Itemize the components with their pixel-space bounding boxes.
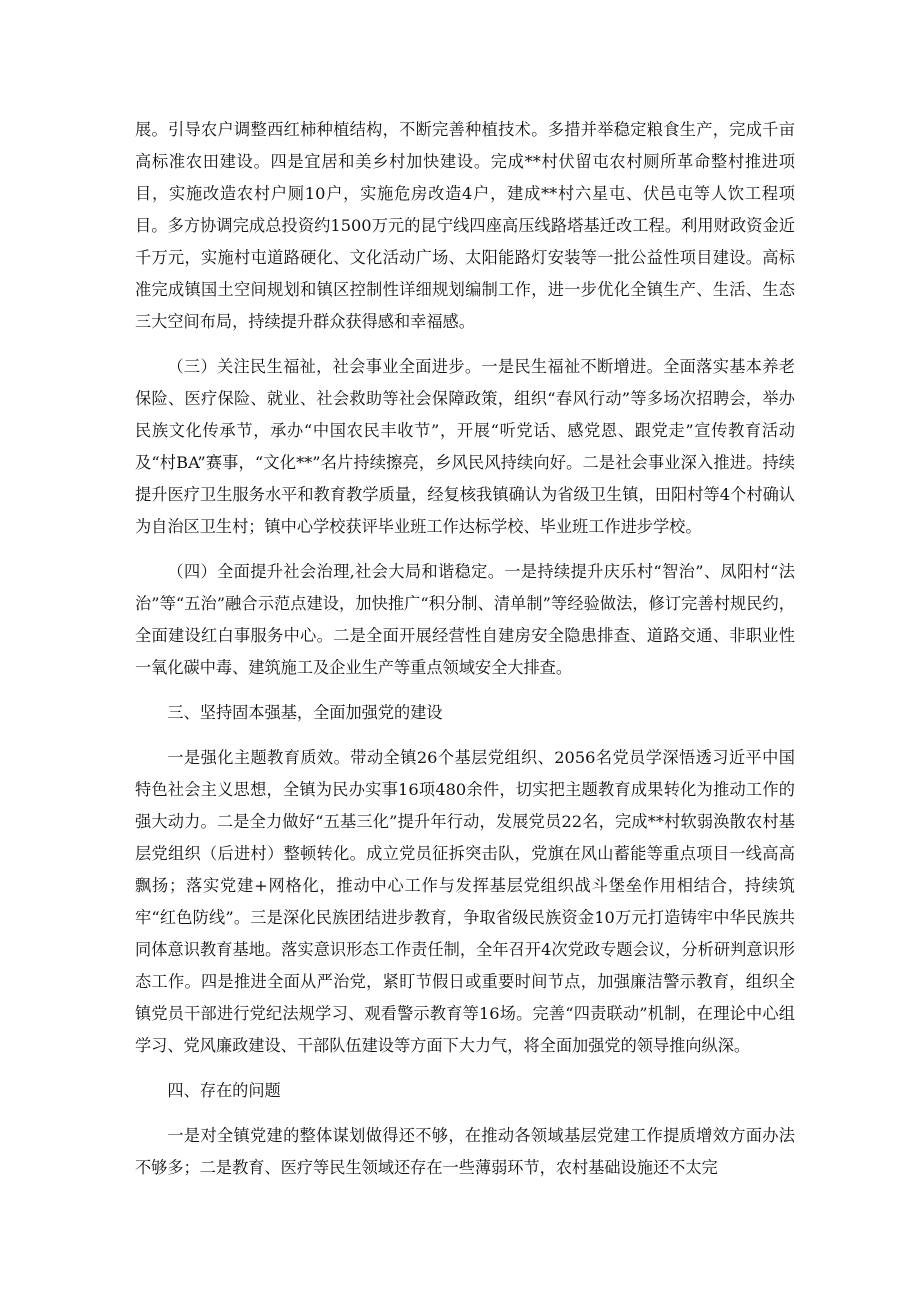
paragraph-rural-construction: 展。引导农户调整西红柿种植结构，不断完善种植技术。多措并举稳定粮食生产，完成千亩高标准农田建设。四是宜居和美乡村加快建设。完成**村伏留屯农村厕所革命整村推进项目，实施改造农村户厕10户，实施危房改造4户，建成**村六星屯、伏邑屯等人饮工程项目。多方协调完成总投资约1500万元的昆宁线四座高压线路塔基迁改工程。利用财政资金近千万元，实施村屯道路硬化、文化活动广场、太阳能路灯安装等一批公益性项目建设。高标准完成镇国土空间规划和镇区控制性详细规划编制工作，进一步优化全镇生产、生活、生态三大空间布局，持续提升群众获得感和幸福感。 [135, 120, 795, 331]
paragraph-social-governance: （四）全面提升社会治理,社会大局和谐稳定。一是持续提升庆乐村“智治”、凤阳村“法治”等“五治”融合示范点建设，加快推广“积分制、清单制”等经验做法，修订完善村规民约，全面建设红白事服务中心。二是全面开展经营性自建房安全隐患排查、道路交通、非职业性一氧化碳中毒、建筑施工及企业生产等重点领域安全大排查。 [135, 562, 795, 677]
paragraph-livelihood: （三）关注民生福祉，社会事业全面进步。一是民生福祉不断增进。全面落实基本养老保险、医疗保险、就业、社会救助等社会保障政策，组织“春风行动”等多场次招聘会，举办民族文化传承节，承办“中国农民丰收节”，开展“听党话、感党恩、跟党走”宣传教育活动及“村BA”赛事，“文化**”名片持续擦亮，乡风民风持续向好。二是社会事业深入推进。持续提升医疗卫生服务水平和教育教学质量，经复核我镇确认为省级卫生镇，田阳村等4个村确认为自治区卫生村；镇中心学校获评毕业班工作达标学校、毕业班工作进步学校。 [135, 357, 795, 536]
document-body [135, 114, 795, 1184]
section-heading-problems: 四、存在的问题 [167, 1081, 281, 1100]
paragraph-party-building: 一是强化主题教育质效。带动全镇26个基层党组织、2056名党员学深悟透习近平中国特色社会主义思想，全镇为民办实事16项480余件，切实把主题教育成果转化为推动工作的强大动力。二是全力做好“五基三化”提升年行动，发展党员22名，完成**村软弱涣散农村基层党组织（后进村）整顿转化。成立党员征拆突击队，党旗在风山蓄能等重点项目一线高高飘扬；落实党建+网格化，推动中心工作与发挥基层党组织战斗堡垒作用相结合，持续筑牢“红色防线”。三是深化民族团结进步教育，争取省级民族资金10万元打造铸牢中华民族共同体意识教育基地。落实意识形态工作责任制，全年召开4次党政专题会议，分析研判意识形态工作。四是推进全面从严治党，紧盯节假日或重要时间节点，加强廉洁警示教育，组织全镇党员干部进行党纪法规学习、观看警示教育等16场。完善“四责联动”机制，在理论中心组学习、党风廉政建设、干部队伍建设等方面下大力气，将全面加强党的领导推向纵深。 [135, 748, 795, 1055]
paragraph-problems: 一是对全镇党建的整体谋划做得还不够，在推动各领域基层党建工作提质增效方面办法不够多；二是教育、医疗等民生领域还存在一些薄弱环节，农村基础设施还不太完 [135, 1126, 795, 1177]
section-heading-party-building: 三、坚持固本强基，全面加强党的建设 [167, 703, 443, 722]
